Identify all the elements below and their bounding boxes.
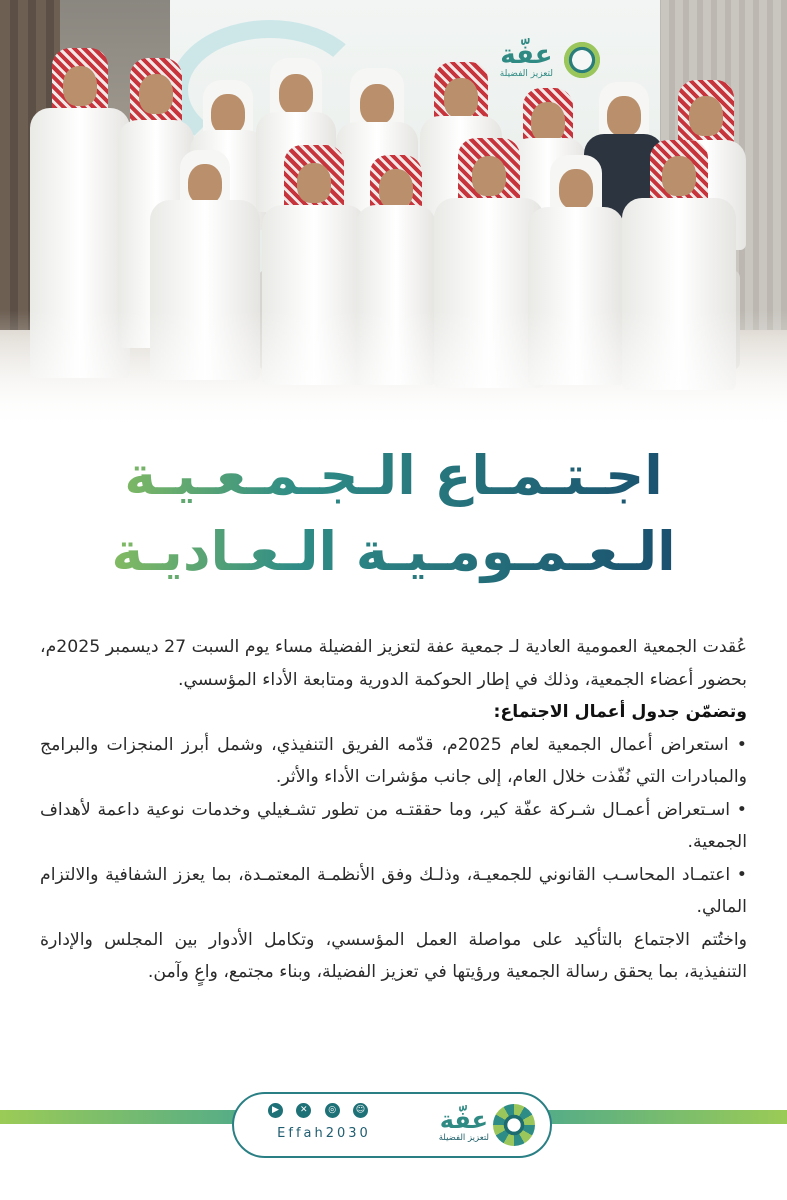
agenda-heading: وتضمّن جدول أعمال الاجتماع: — [493, 702, 747, 722]
banner-logo-tagline: لتعزيز الفضيلة — [499, 69, 553, 79]
article-body — [40, 631, 747, 989]
effah-logo-mark-icon — [493, 1104, 535, 1146]
agenda-item-1: • استعراض أعمال الجمعية لعام 2025م، قدّمه الفريق التنفيذي، وشمل أبرز المنجزات والبرامج والمبادرات التي نُفّذت خلال العام، إلى جانب مؤشرات الأداء والأثر. — [40, 734, 747, 787]
snapchat-icon[interactable]: ☺ — [353, 1103, 368, 1118]
intro-paragraph: عُقدت الجمعية العمومية العادية لـ جمعية عفة لتعزيز الفضيلة مساء يوم السبت 27 ديسمبر 2025م، بحضور أعضاء الجمعية، وذلك في إطار الحوكمة الدورية ومتابعة الأداء المؤسسي. — [40, 637, 747, 690]
social-handle: Effah2030 — [277, 1126, 371, 1141]
instagram-icon[interactable]: ◎ — [325, 1103, 340, 1118]
footer-logo-tagline: لتعزيز الفضيلة — [438, 1133, 489, 1143]
group-photo — [0, 0, 787, 430]
closing-paragraph: واختُتم الاجتماع بالتأكيد على مواصلة العمل المؤسسي، وتكامل الأدوار بين المجلس والإدارة التنفيذية، بما يحقق رسالة الجمعية ورؤيتها في تعزيز الفضيلة، وبناء مجتمع، واعٍ وآمن. — [40, 929, 747, 982]
agenda-item-2: • اسـتعراض أعمـال شـركة عفّة كير، وما حققتـه من تطور تشـغيلي وخدمات نوعية داعمة لأهداف الجمعية. — [40, 799, 747, 852]
title-line-2: الـعـمـومـيـة الـعـاديـة — [60, 514, 727, 590]
banner-logo-name: عفّة — [500, 40, 553, 70]
youtube-icon[interactable]: ▶ — [268, 1103, 283, 1118]
footer-logo — [405, 1097, 535, 1153]
footer-logo-name: عفّة — [439, 1106, 488, 1134]
x-icon[interactable]: ✕ — [296, 1103, 311, 1118]
social-icons — [268, 1103, 368, 1119]
agenda-item-3: • اعتمـاد المحاسـب القانوني للجمعيـة، وذلـك وفق الأنظمـة المعتمـدة، بما يعزز الشفافية والالتزام المالي. — [40, 864, 747, 917]
effah-logo-mark-icon — [559, 37, 605, 83]
page-title — [60, 438, 727, 590]
title-line-1: اجـتـمـاع الـجـمـعـيـة — [60, 438, 727, 514]
